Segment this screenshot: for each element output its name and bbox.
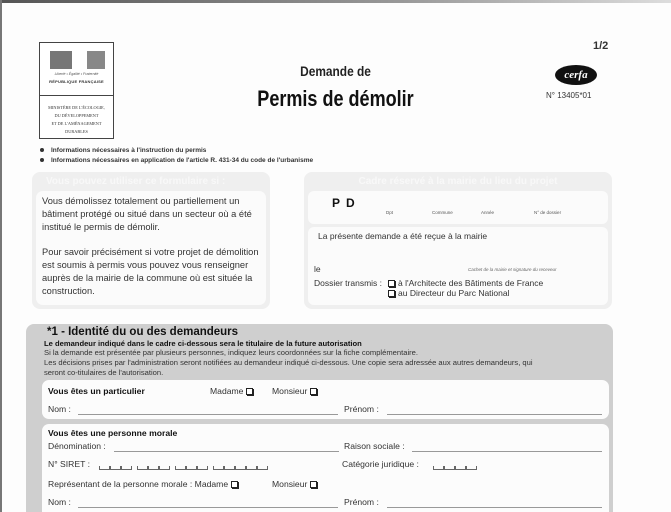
- ministry-line: MINISTÈRE DE L'ÉCOLOGIE,: [48, 105, 105, 110]
- bullet-text: Informations nécessaires à l'instruction du permis: [51, 147, 207, 154]
- mairie-heading: Cadre réservé à la mairie du lieu du projet: [358, 176, 558, 187]
- checkbox-parc[interactable]: [388, 290, 395, 297]
- bullet-text: Informations nécessaires en application de l'article R. 431-34 du code de l'urbanisme: [51, 157, 314, 164]
- info-line: seront co-titulaires de l'autorisation.: [44, 368, 164, 377]
- rep-prenom-input[interactable]: [387, 507, 602, 508]
- particulier-heading: Vous êtes un particulier: [48, 386, 145, 396]
- eligibility-heading: Vous pouvez utiliser ce formulaire si :: [46, 176, 226, 187]
- bullet-item: [40, 146, 313, 156]
- nom-label: Nom :: [48, 404, 71, 414]
- form-subtitle: Demande de: [300, 63, 371, 79]
- info-bullets: [40, 146, 313, 166]
- option-label: à l'Architecte des Bâtiments de France: [398, 278, 544, 288]
- monsieur-label: Monsieur: [272, 386, 308, 396]
- scan-edge-left: [0, 0, 2, 512]
- categorie-juridique-input[interactable]: [433, 462, 477, 472]
- transmitted-label: Dossier transmis :: [314, 278, 383, 288]
- transmitted-parc-option[interactable]: [388, 288, 510, 298]
- page-number: 1/2: [593, 40, 609, 52]
- info-line: Les décisions prises par l'administration seront notifiées au demandeur indiqué ci-dessous. Une copie sera adressée aux autres demandeurs, qui: [44, 358, 533, 367]
- prenom-label: Prénom :: [344, 404, 379, 414]
- commune-label: Commune: [432, 210, 453, 215]
- eligibility-paragraph: Vous démolissez totalement ou partiellement un bâtiment protégé ou situé dans un secteur où a été institué le permis de démolir.: [42, 196, 252, 232]
- annee-label: Année: [481, 210, 495, 215]
- motto: Liberté • Égalité • Fraternité: [54, 72, 99, 76]
- form-title: Permis de démolir: [257, 86, 414, 111]
- eligibility-box: [32, 172, 270, 309]
- stamp-label: Cachet de la mairie et signature du receveur: [468, 267, 557, 272]
- madame-label: Madame: [210, 386, 244, 396]
- personne-morale-panel: [42, 424, 609, 512]
- dpt-label: Dpt: [386, 210, 394, 215]
- date-label: le: [314, 264, 321, 274]
- mairie-reserved-box: [304, 172, 612, 309]
- prenom-input[interactable]: [387, 414, 602, 415]
- ministry-line: DURABLES: [65, 129, 88, 134]
- ministry-line: ET DE L'AMÉNAGEMENT: [51, 121, 102, 126]
- raison-sociale-label: Raison sociale :: [344, 441, 405, 451]
- monsieur-option[interactable]: [272, 386, 320, 396]
- rep-nom-label: Nom :: [48, 497, 71, 507]
- raison-sociale-input[interactable]: [412, 451, 602, 452]
- pd-code: PD: [332, 196, 361, 210]
- representant-text: Représentant de la personne morale :: [48, 479, 193, 489]
- checkbox-madame[interactable]: [246, 388, 253, 395]
- eligibility-paragraph: Pour savoir précisément si votre projet de démolition est soumis à permis vous pouvez vous renseigner auprès de la mairie de la commune où est située la construction.: [42, 247, 259, 296]
- dossier-number-row: [308, 191, 608, 224]
- representant-label: [48, 479, 241, 489]
- rep-prenom-label: Prénom :: [344, 497, 379, 507]
- madame-option[interactable]: [210, 386, 256, 396]
- siret-label: N° SIRET :: [48, 459, 90, 469]
- section-info: [44, 348, 533, 378]
- received-text: La présente demande a été reçue à la mairie: [318, 231, 488, 241]
- dossier-number-label: N° de dossier: [534, 210, 562, 215]
- checkbox-abf[interactable]: [388, 280, 395, 287]
- section-identite: [26, 324, 613, 512]
- particulier-panel: [42, 380, 609, 419]
- rep-monsieur-option[interactable]: [272, 479, 320, 489]
- denomination-input[interactable]: [114, 451, 339, 452]
- republic-label: RÉPUBLIQUE FRANÇAISE: [49, 79, 104, 84]
- checkbox-monsieur[interactable]: [310, 388, 317, 395]
- section-title: *1 - Identité du ou des demandeurs: [47, 326, 239, 338]
- bullet-icon: [40, 158, 44, 162]
- denomination-label: Dénomination :: [48, 441, 106, 451]
- ministry-line: DU DÉVELOPPEMENT: [54, 113, 99, 118]
- scan-edge-top: [0, 0, 671, 3]
- cerfa-number: N° 13405*01: [546, 91, 592, 100]
- categorie-juridique-label: Catégorie juridique :: [342, 459, 419, 469]
- rep-nom-input[interactable]: [78, 507, 338, 508]
- cerfa-logo: cerfa: [555, 65, 597, 85]
- checkbox-rep-monsieur[interactable]: [310, 481, 317, 488]
- nom-input[interactable]: [78, 414, 338, 415]
- checkbox-rep-madame[interactable]: [231, 481, 238, 488]
- monsieur-label: Monsieur: [272, 479, 308, 489]
- reception-block: [308, 227, 608, 305]
- madame-label: Madame: [194, 479, 229, 489]
- transmitted-abf-option[interactable]: [388, 278, 543, 288]
- siret-input[interactable]: [99, 462, 268, 472]
- info-line: Si la demande est présentée par plusieurs personnes, indiquez leurs coordonnées sur la fiche complémentaire.: [44, 348, 418, 357]
- option-label: au Directeur du Parc National: [398, 288, 510, 298]
- section-subtitle: Le demandeur indiqué dans le cadre ci-dessous sera le titulaire de la future autorisation: [44, 339, 362, 348]
- bullet-icon: [40, 148, 44, 152]
- eligibility-content: [36, 191, 266, 305]
- bullet-item: [40, 156, 313, 166]
- morale-heading: Vous êtes une personne morale: [48, 428, 178, 438]
